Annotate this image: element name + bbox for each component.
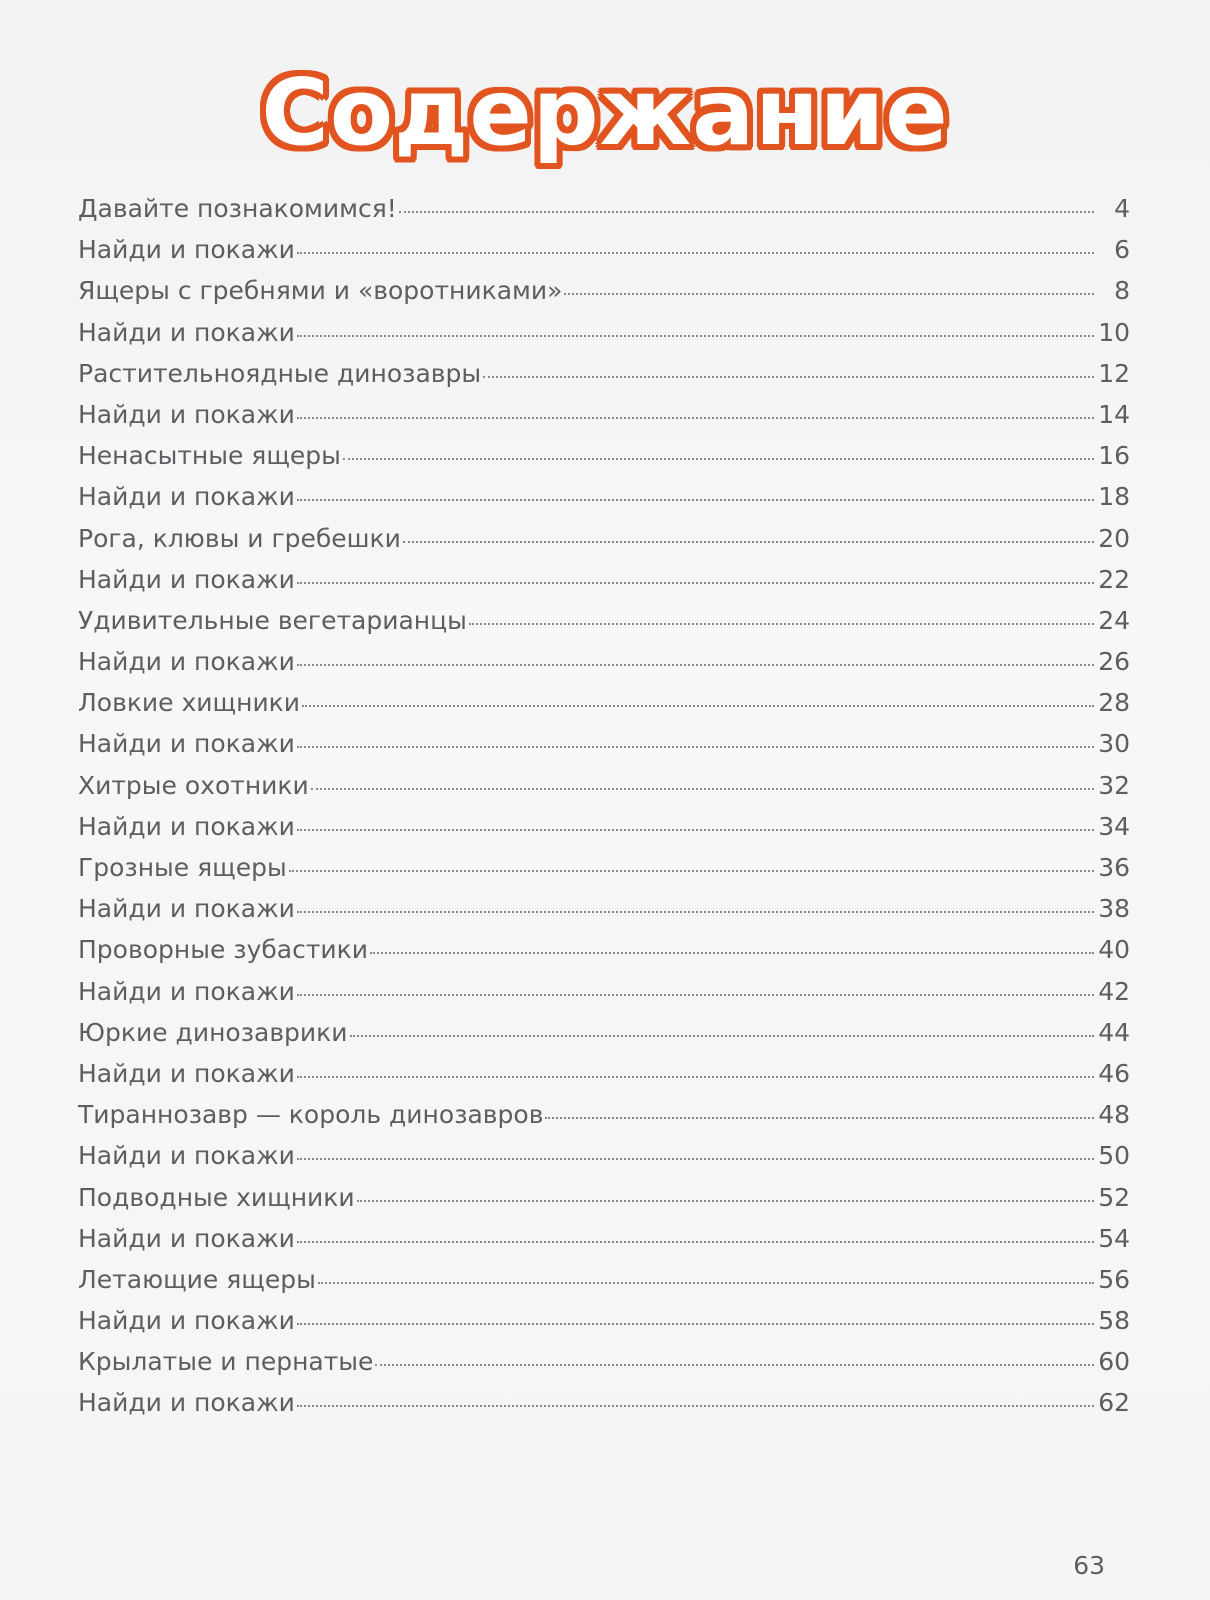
toc-dot-leader bbox=[297, 664, 1094, 666]
toc-dot-leader bbox=[297, 1241, 1094, 1243]
toc-entry-title: Ненасытные ящеры bbox=[78, 441, 341, 471]
toc-entry-title: Найди и покажи bbox=[78, 1306, 295, 1336]
toc-entry-page: 52 bbox=[1098, 1182, 1130, 1212]
toc-dot-leader bbox=[297, 252, 1094, 254]
toc-dot-leader bbox=[297, 1405, 1094, 1407]
toc-dot-leader bbox=[483, 376, 1094, 378]
toc-dot-leader bbox=[399, 211, 1094, 213]
toc-entry-title: Крылатые и пернатые bbox=[78, 1347, 374, 1377]
toc-entry-page: 40 bbox=[1098, 935, 1130, 965]
toc-entry-title: Найди и покажи bbox=[78, 1058, 295, 1088]
toc-entry-page: 24 bbox=[1098, 605, 1130, 635]
toc-entry-page: 34 bbox=[1098, 811, 1130, 841]
toc-entry bbox=[78, 1224, 1130, 1265]
toc-entry-page: 58 bbox=[1098, 1306, 1130, 1336]
toc-dot-leader bbox=[318, 1282, 1094, 1284]
toc-entry-title: Летающие ящеры bbox=[78, 1264, 316, 1294]
toc-entry-title: Найди и покажи bbox=[78, 894, 295, 924]
toc-entry bbox=[78, 977, 1130, 1018]
toc-entry bbox=[78, 318, 1130, 359]
toc-entry-page: 6 bbox=[1114, 235, 1130, 265]
page-number: 63 bbox=[1073, 1551, 1105, 1580]
toc-entry-page: 26 bbox=[1098, 647, 1130, 677]
toc-dot-leader bbox=[297, 1323, 1094, 1325]
toc-entry-title: Хитрые охотники bbox=[78, 770, 309, 800]
toc-entry bbox=[78, 524, 1130, 565]
toc-entry-title: Удивительные вегетарианцы bbox=[78, 605, 467, 635]
table-of-contents bbox=[78, 194, 1130, 1430]
toc-entry-page: 22 bbox=[1098, 564, 1130, 594]
toc-entry bbox=[78, 1100, 1130, 1141]
page-title: Содержание bbox=[261, 59, 949, 166]
toc-entry bbox=[78, 1306, 1130, 1347]
toc-dot-leader bbox=[297, 499, 1094, 501]
toc-entry-page: 54 bbox=[1098, 1223, 1130, 1253]
toc-entry-page: 14 bbox=[1098, 399, 1130, 429]
toc-entry-title: Подводные хищники bbox=[78, 1182, 355, 1212]
toc-entry-page: 30 bbox=[1098, 729, 1130, 759]
toc-entry-title: Найди и покажи bbox=[78, 399, 295, 429]
toc-entry bbox=[78, 400, 1130, 441]
toc-entry-title: Найди и покажи bbox=[78, 1141, 295, 1171]
toc-entry-page: 56 bbox=[1098, 1264, 1130, 1294]
toc-dot-leader bbox=[297, 335, 1094, 337]
toc-dot-leader bbox=[343, 458, 1094, 460]
toc-entry bbox=[78, 1059, 1130, 1100]
toc-entry bbox=[78, 853, 1130, 894]
toc-entry bbox=[78, 1265, 1130, 1306]
toc-entry bbox=[78, 359, 1130, 400]
toc-dot-leader bbox=[302, 705, 1094, 707]
toc-entry-title: Ящеры с гребнями и «воротниками» bbox=[78, 276, 563, 306]
toc-entry bbox=[78, 771, 1130, 812]
toc-entry-page: 28 bbox=[1098, 688, 1130, 718]
toc-entry bbox=[78, 894, 1130, 935]
toc-dot-leader bbox=[297, 582, 1094, 584]
toc-dot-leader bbox=[403, 541, 1094, 543]
toc-entry bbox=[78, 1141, 1130, 1182]
toc-entry-page: 4 bbox=[1114, 194, 1130, 223]
toc-dot-leader bbox=[297, 1076, 1094, 1078]
toc-entry bbox=[78, 688, 1130, 729]
toc-entry bbox=[78, 1018, 1130, 1059]
toc-dot-leader bbox=[297, 994, 1094, 996]
toc-entry-title: Найди и покажи bbox=[78, 976, 295, 1006]
toc-dot-leader bbox=[297, 911, 1094, 913]
toc-entry-page: 62 bbox=[1098, 1388, 1130, 1418]
toc-dot-leader bbox=[311, 788, 1094, 790]
toc-entry-page: 12 bbox=[1098, 358, 1130, 388]
toc-entry-title: Найди и покажи bbox=[78, 1388, 295, 1418]
toc-entry bbox=[78, 194, 1130, 235]
toc-entry-title: Тираннозавр — король динозавров bbox=[78, 1100, 544, 1130]
toc-entry bbox=[78, 1183, 1130, 1224]
toc-entry bbox=[78, 565, 1130, 606]
toc-entry-page: 18 bbox=[1098, 482, 1130, 512]
toc-entry-page: 60 bbox=[1098, 1347, 1130, 1377]
toc-dot-leader bbox=[297, 829, 1094, 831]
toc-entry-title: Найди и покажи bbox=[78, 811, 295, 841]
toc-entry-title: Рога, клювы и гребешки bbox=[78, 523, 401, 553]
toc-entry-page: 32 bbox=[1098, 770, 1130, 800]
toc-entry-title: Ловкие хищники bbox=[78, 688, 301, 718]
toc-dot-leader bbox=[289, 870, 1094, 872]
toc-entry-page: 36 bbox=[1098, 853, 1130, 882]
toc-dot-leader bbox=[545, 1117, 1094, 1119]
toc-entry-title: Найди и покажи bbox=[78, 729, 295, 759]
toc-entry-page: 50 bbox=[1098, 1141, 1130, 1171]
toc-entry bbox=[78, 606, 1130, 647]
toc-entry bbox=[78, 235, 1130, 276]
toc-entry bbox=[78, 276, 1130, 317]
toc-entry bbox=[78, 441, 1130, 482]
toc-entry-page: 44 bbox=[1098, 1017, 1130, 1047]
toc-entry bbox=[78, 1388, 1130, 1429]
toc-entry-title: Юркие динозаврики bbox=[78, 1017, 348, 1047]
toc-entry-page: 42 bbox=[1098, 976, 1130, 1006]
toc-entry-title: Проворные зубастики bbox=[78, 935, 369, 965]
toc-entry-page: 10 bbox=[1098, 317, 1130, 347]
toc-entry-title: Растительноядные динозавры bbox=[78, 358, 482, 388]
toc-entry-title: Грозные ящеры bbox=[78, 853, 287, 882]
toc-entry-page: 46 bbox=[1098, 1058, 1130, 1088]
toc-entry-page: 20 bbox=[1098, 523, 1130, 553]
toc-dot-leader bbox=[469, 623, 1094, 625]
toc-dot-leader bbox=[297, 417, 1094, 419]
toc-dot-leader bbox=[297, 746, 1094, 748]
toc-entry bbox=[78, 729, 1130, 770]
toc-entry-title: Найди и покажи bbox=[78, 1223, 295, 1253]
toc-entry bbox=[78, 1347, 1130, 1388]
toc-entry-title: Найди и покажи bbox=[78, 564, 295, 594]
toc-dot-leader bbox=[375, 1364, 1094, 1366]
toc-dot-leader bbox=[564, 293, 1094, 295]
toc-entry bbox=[78, 647, 1130, 688]
toc-entry-page: 8 bbox=[1114, 276, 1130, 306]
toc-entry-title: Найди и покажи bbox=[78, 647, 295, 677]
toc-dot-leader bbox=[350, 1035, 1094, 1037]
toc-dot-leader bbox=[357, 1200, 1094, 1202]
toc-entry bbox=[78, 935, 1130, 976]
toc-entry-page: 16 bbox=[1098, 441, 1130, 471]
toc-entry bbox=[78, 482, 1130, 523]
toc-dot-leader bbox=[370, 952, 1094, 954]
toc-dot-leader bbox=[297, 1158, 1094, 1160]
toc-entry-title: Давайте познакомимся! bbox=[78, 194, 397, 223]
toc-entry-page: 38 bbox=[1098, 894, 1130, 924]
toc-entry-title: Найди и покажи bbox=[78, 317, 295, 347]
toc-entry-page: 48 bbox=[1098, 1100, 1130, 1130]
toc-entry bbox=[78, 812, 1130, 853]
toc-entry-title: Найди и покажи bbox=[78, 235, 295, 265]
toc-entry-title: Найди и покажи bbox=[78, 482, 295, 512]
